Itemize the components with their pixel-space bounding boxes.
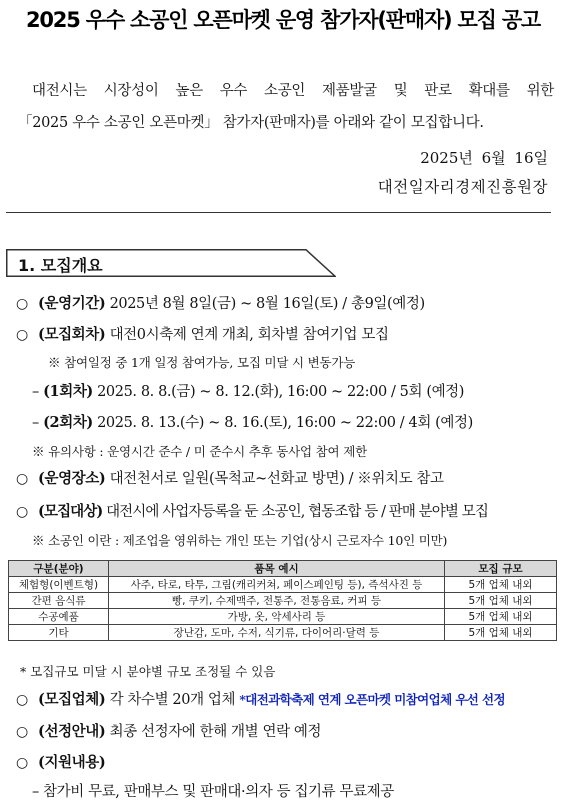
circle-bullet-icon: ○ bbox=[16, 755, 28, 771]
item-selection-key: (선정안내) bbox=[38, 723, 106, 740]
circle-bullet-icon: ○ bbox=[16, 327, 28, 343]
table-row bbox=[9, 625, 557, 641]
dash-bullet-icon: – bbox=[32, 384, 44, 400]
scale-note: * 모집규모 미달 시 분야별 규모 조정될 수 있음 bbox=[20, 664, 276, 679]
rounds-note: ※ 참여일정 중 1개 일정 참여가능, 모집 미달 시 변동가능 bbox=[48, 355, 356, 370]
table-row bbox=[9, 609, 557, 625]
item-place-key: (운영장소) bbox=[38, 470, 106, 487]
section-header-box bbox=[6, 249, 336, 277]
table-header-scale: 모집 규모 bbox=[445, 561, 557, 577]
table-cell-items: 빵, 쿠키, 수제맥주, 전통주, 전통음료, 커피 등 bbox=[109, 593, 445, 609]
item-companies-text: 각 차수별 20개 업체 bbox=[105, 692, 240, 708]
circle-bullet-icon: ○ bbox=[16, 692, 28, 708]
item-selection bbox=[16, 720, 321, 741]
item-target bbox=[16, 500, 488, 521]
table-header-items: 품목 예시 bbox=[109, 561, 445, 577]
caution-note: ※ 유의사항 : 운영시간 준수 / 미 준수시 추후 동사업 참여 제한 bbox=[32, 444, 367, 459]
table-cell-items: 사주, 타로, 타투, 그림(캐리커쳐, 페이스페인팅 등), 즉석사진 등 bbox=[109, 577, 445, 593]
round-1-text: 2025. 8. 8.(금) ~ 8. 12.(화), 16:00 ~ 22:00 / 5회 (예정) bbox=[92, 384, 465, 400]
issuing-organization: 대전일자리경제진흥원장 bbox=[377, 178, 548, 196]
table-cell-items: 장난감, 도마, 수저, 식기류, 다이어리·달력 등 bbox=[109, 625, 445, 641]
table-cell-category: 기타 bbox=[9, 625, 109, 641]
round-1 bbox=[32, 380, 464, 401]
round-2-text: 2025. 8. 13.(수) ~ 8. 16.(토), 16:00 ~ 22:00 / 4회 (예정) bbox=[92, 415, 473, 431]
table-cell-scale: 5개 업체 내외 bbox=[445, 577, 557, 593]
item-rounds-key: (모집회차) bbox=[38, 326, 106, 343]
circle-bullet-icon: ○ bbox=[16, 504, 28, 520]
item-period-key: (운영기간) bbox=[38, 295, 106, 312]
section-title: 1. 모집개요 bbox=[18, 256, 103, 275]
table-cell-scale: 5개 업체 내외 bbox=[445, 609, 557, 625]
table-cell-scale: 5개 업체 내외 bbox=[445, 593, 557, 609]
item-target-text: 대전시에 사업자등록을 둔 소공인, 협동조합 등 / 판매 분야별 모집 bbox=[102, 504, 488, 520]
item-rounds-text: 대전0시축제 연계 개최, 회차별 참여기업 모집 bbox=[105, 327, 389, 343]
item-place bbox=[16, 467, 444, 488]
item-target-key: (모집대상) bbox=[38, 503, 103, 520]
item-companies bbox=[16, 688, 505, 709]
table-cell-category: 수공예품 bbox=[9, 609, 109, 625]
item-support bbox=[16, 751, 105, 772]
table-cell-category: 간편 음식류 bbox=[9, 593, 109, 609]
intro-line-1: 대전시는 시장성이 높은 우수 소공인 제품발굴 및 판로 확대를 위한 bbox=[32, 83, 554, 99]
priority-highlight: *대전과학축제 연계 오픈마켓 미참여업체 우선 선정 bbox=[239, 692, 505, 707]
item-place-text: 대전천서로 일원(목척교~선화교 방면) / ※위치도 참고 bbox=[105, 471, 444, 487]
table-header-category: 구분(분야) bbox=[9, 561, 109, 577]
circle-bullet-icon: ○ bbox=[16, 471, 28, 487]
table-header-row bbox=[9, 561, 557, 577]
circle-bullet-icon: ○ bbox=[16, 724, 28, 740]
page-title: 2025 우수 소공인 오픈마켓 운영 참가자(판매자) 모집 공고 bbox=[25, 8, 541, 32]
table-row bbox=[9, 593, 557, 609]
item-support-key: (지원내용) bbox=[38, 754, 106, 771]
round-2 bbox=[32, 411, 473, 432]
round-2-key: (2회차) bbox=[43, 414, 93, 431]
item-selection-text: 최종 선정자에 한해 개별 연락 예정 bbox=[105, 724, 322, 740]
table-cell-scale: 5개 업체 내외 bbox=[445, 625, 557, 641]
round-1-key: (1회차) bbox=[43, 383, 93, 400]
item-period-text: 2025년 8월 8일(금) ~ 8월 16일(토) / 총9일(예정) bbox=[105, 296, 425, 312]
intro-line-2: 「2025 우수 소공인 오픈마켓」 참가자(판매자)를 아래와 같이 모집합니다. bbox=[18, 115, 484, 131]
dash-bullet-icon: – bbox=[32, 415, 44, 431]
item-companies-key: (모집업체) bbox=[38, 691, 106, 708]
target-note: ※ 소공인 이란 : 제조업을 영위하는 개인 또는 기업(상시 근로자수 10인 미만) bbox=[32, 533, 448, 548]
table-row bbox=[9, 577, 557, 593]
table-cell-category: 체험형(이벤트형) bbox=[9, 577, 109, 593]
divider bbox=[6, 212, 551, 213]
table-cell-items: 가방, 옷, 악세사리 등 bbox=[109, 609, 445, 625]
circle-bullet-icon: ○ bbox=[16, 296, 28, 312]
support-detail: – 참가비 무료, 판매부스 및 판매대·의자 등 집기류 무료제공 bbox=[32, 784, 394, 800]
category-table bbox=[8, 560, 557, 641]
item-rounds bbox=[16, 323, 389, 344]
announcement-date: 2025년 6월 16일 bbox=[420, 149, 548, 167]
item-period bbox=[16, 292, 425, 313]
